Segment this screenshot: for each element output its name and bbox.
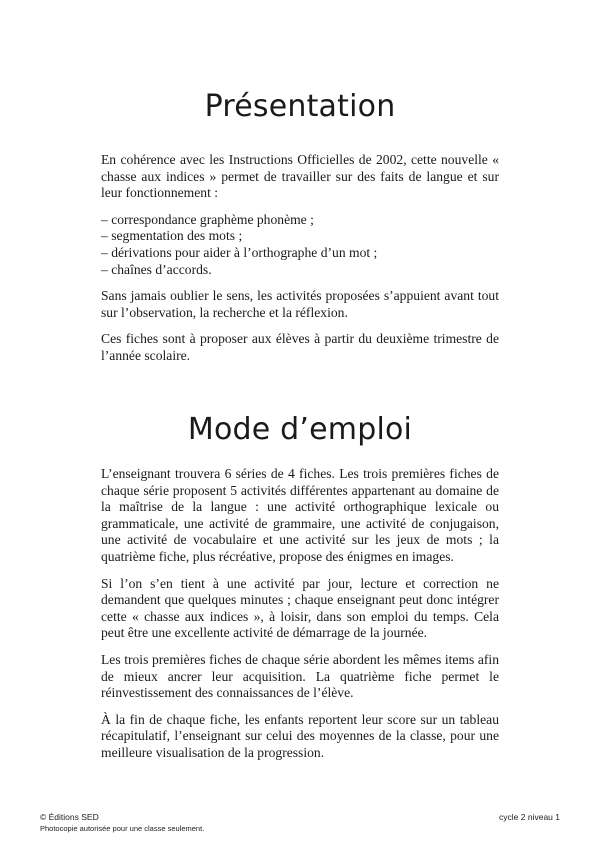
presentation-section [101,152,499,375]
mode-emploi-section [101,466,499,772]
mode-emploi-paragraph: L’enseignant trouvera 6 séries de 4 fiches. Les trois premières fiches de chaque série proposent 5 activités différentes appartenant au domaine de la maîtrise de la langue : une activité orthographique lexicale ou grammaticale, une activité de grammaire, une activité de conjugaison, une activité de vocabulaire et une activité sur les jeux de mots ; la quatrième fiche, plus récréative, propose des énigmes en images. [101,466,499,564]
list-item: – segmentation des mots ; [101,228,499,245]
presentation-list [101,212,499,278]
presentation-intro: En cohérence avec les Instructions Officielles de 2002, cette nouvelle « chasse aux indices » permet de travailler sur des faits de langue et sur leur fonctionnement : [101,152,499,201]
mode-emploi-title: Mode d’emploi [187,412,413,447]
presentation-title: Présentation [204,89,396,124]
mode-emploi-paragraph: À la fin de chaque fiche, les enfants reportent leur score sur un tableau récapitulatif, l’enseignant sur celui des moyennes de la classe, pour une meilleure visualisation de la progression. [101,711,499,760]
photocopy-notice: Photocopie autorisée pour une classe seulement. [40,824,205,833]
list-item: – correspondance graphème phonème ; [101,212,499,229]
presentation-paragraph: Ces fiches sont à proposer aux élèves à partir du deuxième trimestre de l’année scolaire. [101,331,499,363]
mode-emploi-paragraph: Les trois premières fiches de chaque série abordent les mêmes items afin de mieux ancrer leur acquisition. La quatrième fiche permet le réinvestissement des connaissances de l’élève. [101,651,499,701]
copyright-text: © Éditions SED [40,812,99,822]
level-label: cycle 2 niveau 1 [499,812,560,822]
presentation-paragraph: Sans jamais oublier le sens, les activités proposées s’appuient avant tout sur l’observation, la recherche et la réflexion. [101,288,499,320]
mode-emploi-paragraph: Si l’on s’en tient à une activité par jour, lecture et correction ne demandent que quelques minutes ; chaque enseignant peut donc intégrer cette « chasse aux indices », à loisir, dans son emploi du temps. Cela peut être une excellente activité de démarrage de la journée. [101,575,499,641]
list-item: – dérivations pour aider à l’orthographe d’un mot ; [101,245,499,262]
footer-left [40,812,204,834]
presentation-intro-paragraph [101,152,499,202]
list-item: – chaînes d’accords. [101,262,499,279]
